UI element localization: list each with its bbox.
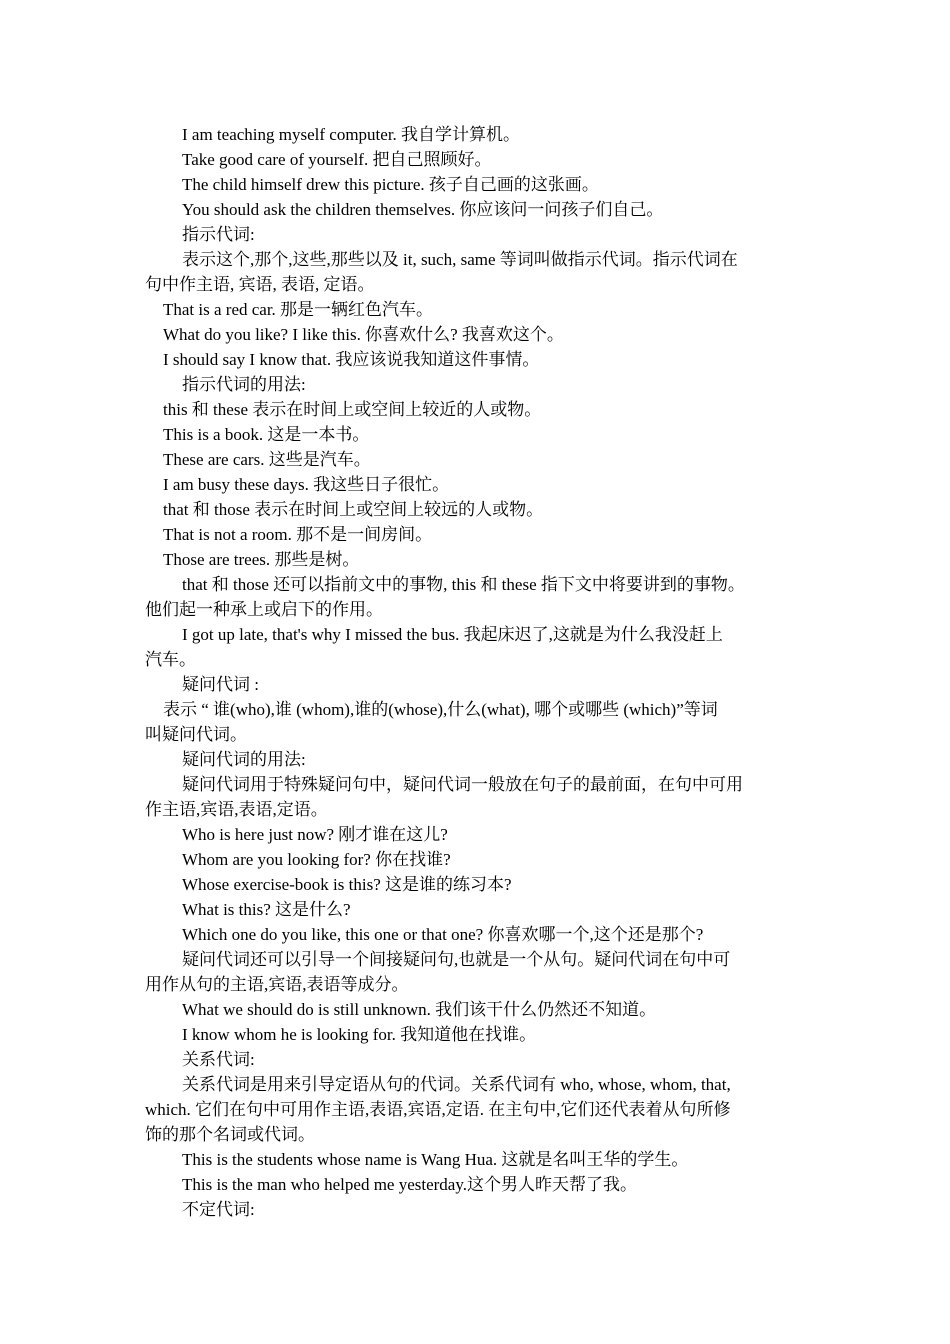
text-line: 表示这个,那个,这些,那些以及 it, such, same 等词叫做指示代词。指示代词在: [182, 250, 738, 269]
text-line: What is this? 这是什么?: [182, 900, 351, 919]
text-line: I should say I know that. 我应该说我知道这件事情。: [163, 350, 540, 369]
text-line: I am busy these days. 我这些日子很忙。: [163, 475, 450, 494]
text-line: Which one do you like, this one or that one? 你喜欢哪一个,这个还是那个?: [182, 925, 704, 944]
text-line: Take good care of yourself. 把自己照顾好。: [182, 150, 492, 169]
text-line: 表示 “ 谁(who),谁 (whom),谁的(whose),什么(what), 哪个或哪些 (which)”等词: [163, 700, 718, 719]
text-line: 他们起一种承上或启下的作用。: [145, 600, 383, 619]
text-line: That is not a room. 那不是一间房间。: [163, 525, 433, 544]
text-line: 句中作主语, 宾语, 表语, 定语。: [145, 275, 375, 294]
text-line: This is the students whose name is Wang Hua. 这就是名叫王华的学生。: [182, 1150, 689, 1169]
document-body: [145, 122, 810, 1222]
text-line: 作主语,宾语,表语,定语。: [145, 800, 328, 819]
text-line: 指示代词:: [182, 225, 255, 244]
text-line: I got up late, that's why I missed the bus. 我起床迟了,这就是为什么我没赶上: [182, 625, 723, 644]
text-line: This is the man who helped me yesterday.这个男人昨天帮了我。: [182, 1175, 637, 1194]
text-line: I know whom he is looking for. 我知道他在找谁。: [182, 1025, 537, 1044]
text-line: 饰的那个名词或代词。: [145, 1125, 315, 1144]
text-line: 关系代词是用来引导定语从句的代词。关系代词有 who, whose, whom, that,: [182, 1075, 731, 1094]
text-line: These are cars. 这些是汽车。: [163, 450, 371, 469]
text-line: What we should do is still unknown. 我们该干什么仍然还不知道。: [182, 1000, 657, 1019]
text-line: You should ask the children themselves. 你应该问一问孩子们自己。: [182, 200, 664, 219]
text-line: 疑问代词还可以引导一个间接疑问句,也就是一个从句。疑问代词在句中可: [182, 950, 731, 969]
text-line: I am teaching myself computer. 我自学计算机。: [182, 125, 521, 144]
text-line: What do you like? I like this. 你喜欢什么? 我喜欢这个。: [163, 325, 564, 344]
text-line: 叫疑问代词。: [145, 725, 247, 744]
text-line: 汽车。: [145, 650, 196, 669]
text-line: Who is here just now? 刚才谁在这儿?: [182, 825, 448, 844]
text-line: Those are trees. 那些是树。: [163, 550, 360, 569]
text-line: This is a book. 这是一本书。: [163, 425, 370, 444]
text-line: 疑问代词的用法:: [182, 750, 306, 769]
text-line: that 和 those 表示在时间上或空间上较远的人或物。: [163, 500, 544, 519]
text-line: that 和 those 还可以指前文中的事物, this 和 these 指下文中将要讲到的事物。: [182, 575, 745, 594]
text-line: 关系代词:: [182, 1050, 255, 1069]
text-line: Whose exercise-book is this? 这是谁的练习本?: [182, 875, 512, 894]
text-line: That is a red car. 那是一辆红色汽车。: [163, 300, 434, 319]
text-line: which. 它们在句中可用作主语,表语,宾语,定语. 在主句中,它们还代表着从句所修: [145, 1100, 731, 1119]
text-line: Whom are you looking for? 你在找谁?: [182, 850, 451, 869]
text-line: The child himself drew this picture. 孩子自己画的这张画。: [182, 175, 599, 194]
text-line: 不定代词:: [182, 1200, 255, 1219]
text-line: this 和 these 表示在时间上或空间上较近的人或物。: [163, 400, 542, 419]
text-line: 指示代词的用法:: [182, 375, 306, 394]
text-line: 用作从句的主语,宾语,表语等成分。: [145, 975, 409, 994]
text-line: 疑问代词 :: [182, 675, 259, 694]
text-line: 疑问代词用于特殊疑问句中，疑问代词一般放在句子的最前面，在句中可用: [182, 775, 743, 794]
